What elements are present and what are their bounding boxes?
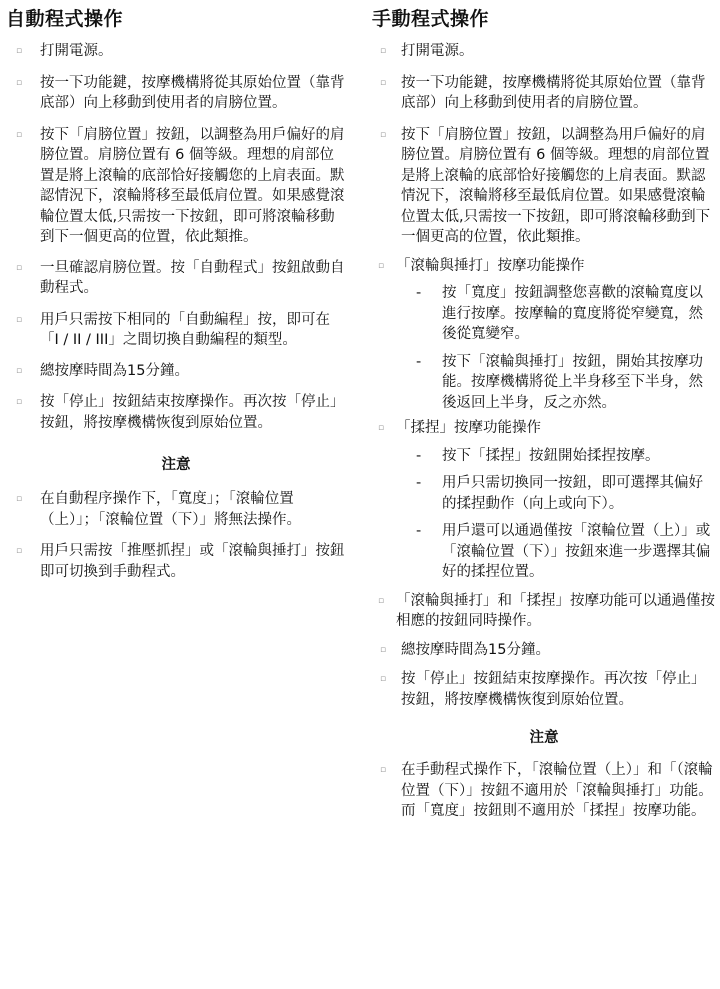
auto-note-list — [6, 489, 346, 582]
list-item: ▫ 按下「肩膀位置」按鈕，以調整為用戶偏好的肩膀位置。肩膀位置有 6 個等級。理想的肩部位置是將上滾輪的底部恰好接觸您的上肩表面。默認情況下，滾輪將移至最低肩位置。如果感覺滾輪位置太低,只需按一下按鈕，即可將滾輪移動到下一個更高的位置，依此類推。 — [380, 126, 711, 245]
list-item: ▫ 按「停止」按鈕結束按摩操作。再次按「停止」按鈕，將按摩機構恢復到原始位置。 — [380, 671, 706, 708]
list-item: ▫ 在自動程序操作下，「寬度」；「滾輪位置（上）」；「滾輪位置（下）」將無法操作。 — [16, 491, 301, 528]
bullet-icon: ▫ — [380, 674, 387, 684]
list-item: - 按下「滾輪與捶打」按鈕，開始其按摩功能。按摩機構將從上半身移至下半身，然後返回上半身，反之亦然。 — [416, 353, 703, 411]
bullet-icon: ▫ — [16, 546, 23, 556]
manual-program-column — [372, 0, 716, 822]
bullet-icon: ▫ — [378, 260, 385, 271]
bullet-icon: ▫ — [16, 314, 23, 325]
list-item: - 按「寬度」按鈕調整您喜歡的滾輪寬度以進行按摩。按摩輪的寬度將從窄變寬，然後從寬變窄。 — [416, 285, 703, 342]
list-item: ▫ 「滾輪與捶打」和「揉捏」按摩功能可以通過僅按相應的按鈕同時操作。 — [378, 592, 715, 629]
list-item: ▫ 用戶只需按下相同的「自動編程」按，即可在「I / II / III」之間切換自動編程的類型。 — [16, 311, 330, 348]
list-item: ▫ 用戶只需按「推壓抓捏」或「滾輪與捶打」按鈕即可切換到手動程式。 — [16, 543, 345, 580]
list-item: ▫ 打開電源。 — [16, 43, 113, 59]
dash-icon: - — [416, 353, 422, 370]
dash-icon: - — [416, 475, 422, 491]
bullet-icon: ▫ — [16, 77, 23, 88]
manual-steps-list — [372, 41, 716, 710]
list-item: ▫ 一旦確認肩膀位置。按「自動程式」按鈕啟動自動程式。 — [16, 259, 345, 296]
list-item: ▫ 按一下功能鍵，按摩機構將從其原始位置（靠背底部）向上移動到使用者的肩膀位置。 — [380, 74, 706, 111]
section-title: 「滾輪與捶打」按摩功能操作 — [396, 257, 585, 274]
bullet-icon: ▫ — [16, 365, 23, 376]
list-item: ▫ 總按摩時間為15分鐘。 — [16, 362, 189, 379]
list-item: - 用戶還可以通過僅按「滾輪位置（上）」或「滾輪位置（下）」按鈕來進一步選擇其偏好的揉捏位置。 — [416, 523, 711, 580]
list-item: ▫ 按一下功能鍵，按摩機構將從其原始位置（靠背底部）向上移動到使用者的肩膀位置。 — [16, 74, 345, 111]
auto-steps-list — [6, 41, 346, 433]
bullet-icon: ▫ — [378, 595, 385, 606]
auto-program-column — [6, 0, 346, 582]
dash-icon: - — [416, 285, 422, 301]
bullet-icon: ▫ — [16, 262, 23, 273]
list-item: ▫ 打開電源。 — [380, 43, 474, 59]
bullet-icon: ▫ — [16, 494, 23, 504]
dash-icon: - — [416, 523, 422, 539]
manual-note-list — [372, 760, 716, 822]
list-item: - 按下「揉捏」按鈕開始揉捏按摩。 — [396, 446, 716, 467]
roller-tapping-section — [372, 256, 716, 414]
list-item: ▫ 按「停止」按鈕結束按摩操作。再次按「停止」按鈕，將按摩機構恢復到原始位置。 — [16, 394, 345, 431]
list-item: - 用戶只需切換同一按鈕，即可選擇其偏好的揉捏動作（向上或向下）。 — [416, 475, 703, 512]
dash-icon: - — [416, 447, 422, 464]
manual-note-heading: 注意 — [529, 730, 559, 746]
bullet-icon: ▫ — [378, 423, 385, 433]
bullet-icon: ▫ — [380, 46, 387, 56]
auto-program-title: 自動程式操作 — [6, 8, 124, 30]
manual-program-title: 手動程式操作 — [372, 8, 490, 30]
bullet-icon: ▫ — [16, 129, 23, 140]
list-item: ▫ 按下「肩膀位置」按鈕，以調整為用戶偏好的肩膀位置。肩膀位置有 6 個等級。理想的肩部位置是將上滾輪的底部恰好接觸您的上肩表面。默認情況下，滾輪將移至最低肩位置。如果感覺滾輪位置太低,只需按一下按鈕，即可將滾輪移動到下一個更高的位置，依此類推。 — [16, 126, 345, 245]
list-item: ▫ 在手動程式操作下，「滾輪位置（上）」和「（滾輪位置（下）」按鈕不適用於「滾輪與捶打」功能。而「寬度」按鈕則不適用於「揉捏」按摩功能。 — [380, 762, 713, 819]
section-title: 「揉捏」按摩功能操作 — [396, 420, 541, 436]
roller-tapping-steps — [396, 283, 716, 413]
bullet-icon: ▫ — [380, 77, 387, 88]
kneading-steps — [396, 446, 716, 583]
bullet-icon: ▫ — [380, 765, 387, 775]
bullet-icon: ▫ — [16, 397, 23, 407]
kneading-section — [372, 418, 716, 583]
bullet-icon: ▫ — [380, 129, 387, 140]
auto-note-heading: 注意 — [161, 457, 191, 473]
bullet-icon: ▫ — [380, 644, 387, 655]
list-item: ▫ 總按摩時間為15分鐘。 — [380, 641, 550, 658]
bullet-icon: ▫ — [16, 46, 23, 56]
